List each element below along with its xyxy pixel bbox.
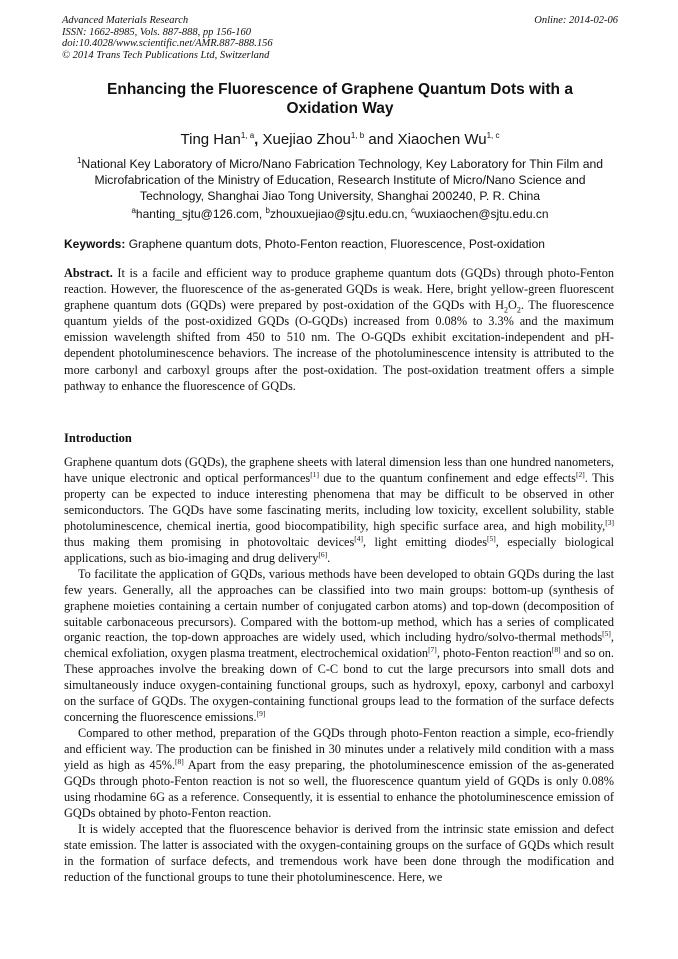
section-heading: Introduction xyxy=(64,431,132,445)
title-line-2: Oxidation Way xyxy=(286,100,394,117)
citation: [2] xyxy=(575,469,585,479)
keywords-text: Graphene quantum dots, Photo-Fenton reaction, Fluorescence, Post-oxidation xyxy=(128,237,545,251)
text-run: . xyxy=(327,550,331,565)
paragraph xyxy=(64,455,614,567)
text-run: , photo-Fenton reaction xyxy=(436,646,552,661)
author-separator: , xyxy=(254,131,259,148)
email-address: zhouxuejiao@sjtu.edu.cn xyxy=(269,207,405,221)
text-run: To facilitate the application of GQDs, various methods have been developed to obtain GQDs during the last few years. Generally, all the approaches can be classified into two main groups: bottom-up (synthesis of graphene moieties containing a certain number of conjugated carbon atoms) and top-down (decomposition of suitable carbonaceous precursors). Compared with the bottom-up method, which has a series of complicated organic reaction, the top-down approaches are widely used, which including hydro/solvo-thermal methods xyxy=(64,566,614,645)
subscript: 2 xyxy=(516,305,521,315)
text-run: , chemical exfoliation, oxygen plasma treatment, electrochemical oxidation xyxy=(64,630,614,661)
citation: [7] xyxy=(428,645,437,655)
journal-issn: ISSN: 1662-8985, Vols. 887-888, pp 156-160 xyxy=(62,26,251,38)
citation: [3] xyxy=(605,517,614,527)
email-address: wuxiaochen@sjtu.edu.cn xyxy=(414,207,549,221)
citation: [5] xyxy=(602,629,611,639)
affiliation-sup: 1 xyxy=(76,155,82,165)
paper-title xyxy=(70,80,610,118)
author-sup: 1, c xyxy=(486,131,500,140)
email-sup: a xyxy=(131,206,136,215)
author-name: Xiaochen Wu xyxy=(397,131,487,148)
citation: [9] xyxy=(256,709,266,719)
introduction-body xyxy=(64,455,614,886)
abstract-text: O xyxy=(508,298,517,313)
email-sup: c xyxy=(410,206,415,215)
text-run: , especially biological applications, such as bio-imaging and drug delivery xyxy=(64,534,615,565)
text-run: and so on. These approaches involve the breaking down of C-C bond to cut the large precursors into small dots and simultaneously induce oxygen-containing functional groups, such as hydroxyl, epoxy, carbonyl and carboxyl on the surface of GQDs. The oxygen-containing functional groups lead to the formation of the surface defects concerning the fluorescence emissions. xyxy=(64,646,614,725)
online-date: Online: 2014-02-06 xyxy=(534,15,618,26)
citation: [6] xyxy=(318,549,328,559)
author-sup: 1, a xyxy=(240,131,255,140)
author-list xyxy=(62,131,618,149)
author-separator: and xyxy=(368,131,394,148)
text-run: Graphene quantum dots (GQDs), the graphene sheets with lateral dimension less than one hundred nanometers, have unique electronic and optical performances xyxy=(64,455,614,485)
email-address: hanting_sjtu@126.com xyxy=(135,207,259,221)
journal-name: Advanced Materials Research xyxy=(62,15,189,26)
journal-header xyxy=(62,15,618,61)
citation: [8] xyxy=(551,645,561,655)
title-line-1: Enhancing the Fluorescence of Graphene Quantum Dots with a xyxy=(107,81,573,98)
paragraph xyxy=(64,567,614,727)
author-sup: 1, b xyxy=(350,131,365,140)
text-run: thus making them promising in photovoltaic devices xyxy=(64,534,355,549)
abstract xyxy=(64,265,614,394)
email-sup: b xyxy=(265,206,270,215)
affiliation-text: National Key Laboratory of Micro/Nano Fabrication Technology, Key Laboratory for Thin Film and Microfabrication of the Ministry of Education, Research Institute of Micro/Nano Science and Technology, Shanghai Jiao Tong University, Shanghai 200240, P. R. China xyxy=(81,157,604,203)
journal-copyright: © 2014 Trans Tech Publications Ltd, Switzerland xyxy=(62,49,270,61)
abstract-label: Abstract. xyxy=(64,266,113,280)
citation: [1] xyxy=(310,469,319,479)
paragraph: It is widely accepted that the fluorescence behavior is derived from the intrinsic state emission and defect state emission. The latter is associated with the oxygen-containing groups on the surface of GQDs which result in the formation of surface defects, and tremendous work have been done through the modification and reduction of the functional groups to tune their photoluminescence. Here, we xyxy=(64,821,614,884)
keywords xyxy=(64,237,616,252)
affiliation xyxy=(64,156,616,204)
text-run: Apart from the easy preparing, the photoluminescence emission of the as-generated GQDs through photo-Fenton reaction is not so well, the fluorescence quantum yield of GQDs is only 0.08% using rhodamine 6G as a reference. Consequently, it is essential to enhance the photoluminescence emission of GQDs obtained by photo-Fenton reaction. xyxy=(64,758,614,820)
subscript: 2 xyxy=(504,305,508,315)
author-name: Xuejiao Zhou xyxy=(262,131,351,148)
citation: [4] xyxy=(354,533,364,543)
abstract-text: . The fluorescence quantum yields of the post-oxidized GQDs (O-GQDs) increased from 0.08% to 3.3% and the maximum emission wavelength shifted from 450 to 510 nm. The O-GQDs exhibit excitation-independent and pH-dependent photoluminescence behaviors. The increase of the photoluminescence intensity is attributed to the more carbonyl and carboxyl groups after the post-oxidation. The post-oxidation treatment offers a simple pathway to enhance the fluorescence of GQDs. xyxy=(64,298,615,393)
paragraph xyxy=(64,726,614,822)
text-run: Compared to other method, preparation of the GQDs through photo-Fenton reaction a simple, eco-friendly and efficient way. The production can be finished in 30 minutes under a relatively mild condition with a mass yield as high as 45%. xyxy=(64,726,614,773)
text-run: due to the quantum confinement and edge effects xyxy=(318,470,576,485)
journal-doi: doi:10.4028/www.scientific.net/AMR.887-888.156 xyxy=(62,38,273,49)
citation: [8] xyxy=(175,757,184,767)
abstract-text: It is a facile and efficient way to produce grapheme quantum dots (GQDs) through photo-Fenton reaction. However, the fluorescence of the as-generated GQDs is weak. Here, bright yellow-green fluorescent graphene quantum dots (GQDs) were prepared by post-oxidation of the GQDs with H xyxy=(64,266,614,313)
author-name: Ting Han xyxy=(180,131,241,148)
text-run: . This property can be expected to induce interesting phenomena that may be difficult to be observed in other semiconductors. The GQDs have some fascinating merits, including low toxicity, excellent solubility, stable photoluminescence, chemical inertia, good biocompatibility, high specific surface area, and high mobility, xyxy=(64,470,614,533)
citation: [5] xyxy=(487,533,496,543)
text-run: , light emitting diodes xyxy=(363,534,488,549)
keywords-label: Keywords: xyxy=(64,237,126,251)
author-emails: $^a$hanting_sjtu@126.com, $^b$zhouxuejiao@sjtu.edu.cn, $^c$wuxiaochen@sjtu.edu.cn xyxy=(131,206,549,221)
